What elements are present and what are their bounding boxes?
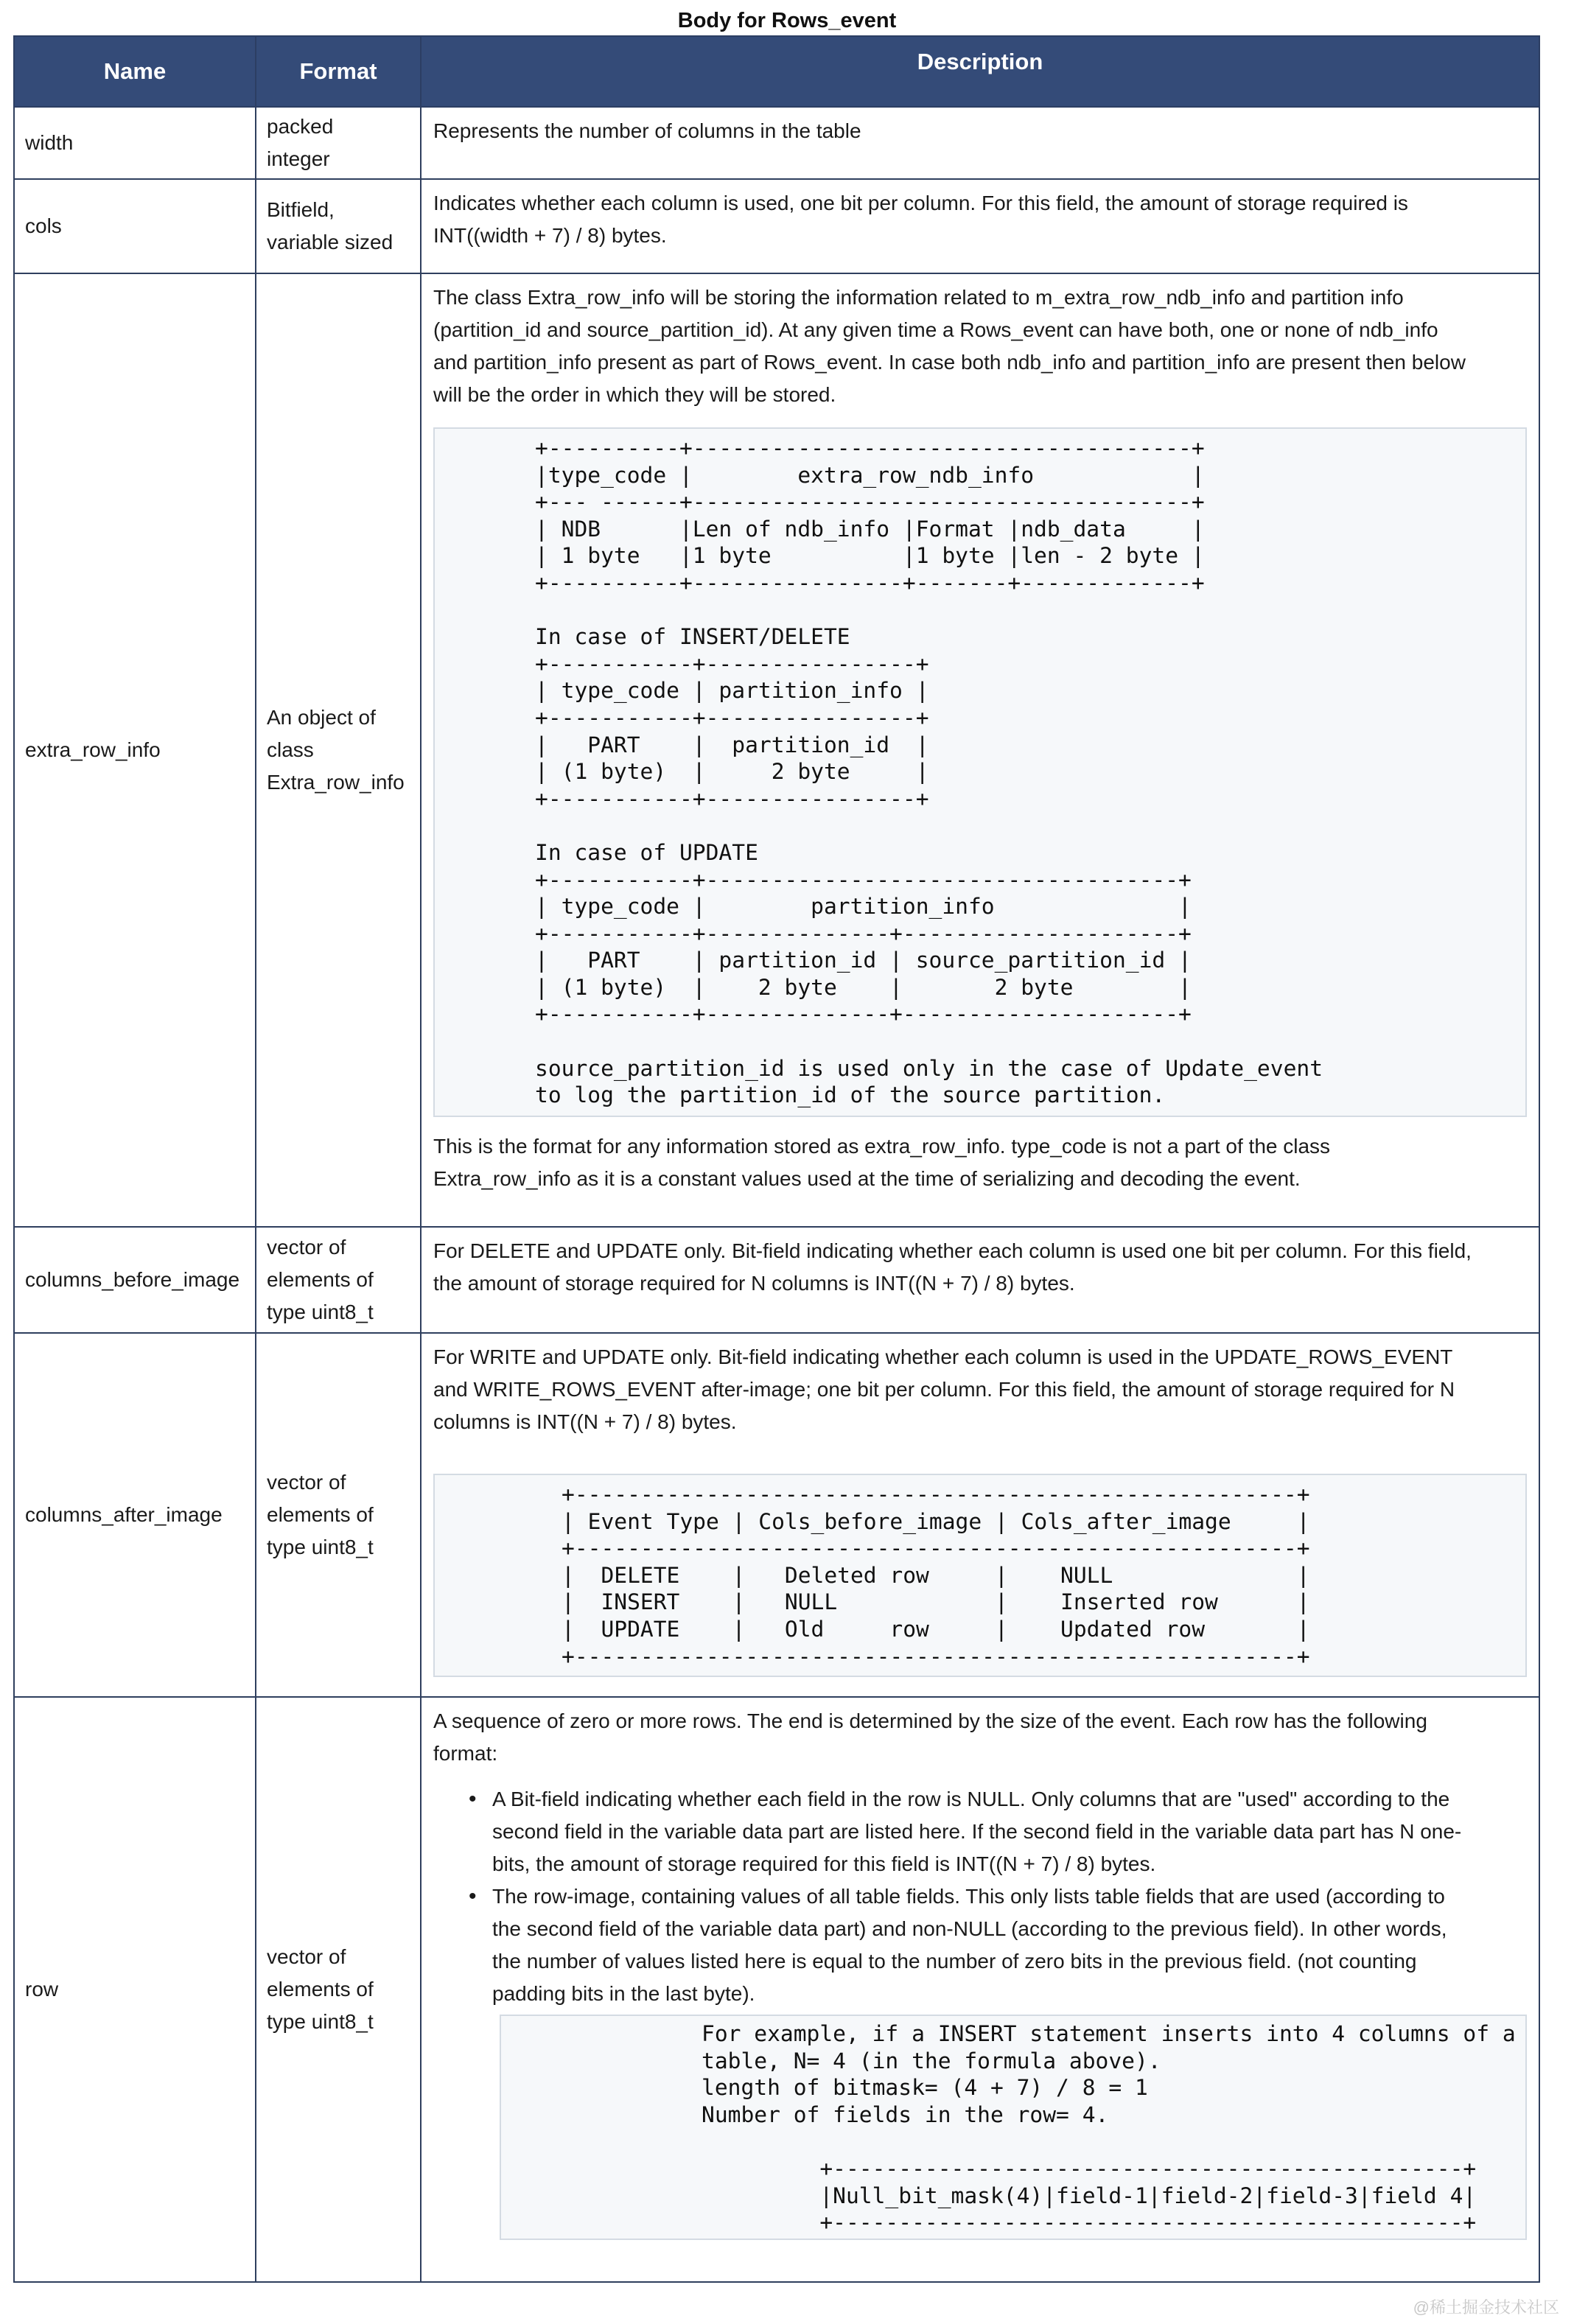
code-text: For example, if a INSERT statement inserts into 4 columns of a table, N= 4 (in the formula above). length of bitmask= (4 + 7) / 8 = 1 Number of fields in the row= 4. +------------------------------------------------+ |Null_bit_mask(4)|field-1|field-2|field-3|field 4| +------------------------------------------------+ — [702, 2021, 1516, 2236]
field-name: row — [14, 1697, 256, 2282]
code-text: +-------------------------------------------------------+ | Event Type | Cols_before_image | Cols_after_image | +-------------------------------------------------------+ | DELETE | Deleted row | NULL | | INSERT | NULL | Inserted row | | UPDATE | Old row | Updated row | +-------------------------------------------------------+ — [562, 1482, 1310, 1669]
table-row — [14, 107, 1539, 179]
field-format: packed integer — [256, 107, 421, 179]
field-name: width — [14, 107, 256, 179]
field-description: A sequence of zero or more rows. The end is determined by the size of the event. Each row has the following format: • A Bit-field indicating whether each field in the row is NULL. Only columns that are "used" according to the second field in the variable data part are listed here. If the second field in the variable data part has N one- bits, the amount of storage required for this field is INT((N + 7) / 8) bytes. • The row-image, containing values of all table fields. This only lists table fields that are used (according to the second field of the variable data part) and non-NULL (according to the previous field). In other words, the number of values listed here is equal to the number of zero bits in the previous field. (not counting padding bits in the last byte). For example, if a INSERT statement inserts into 4 columns of a table, N= 4 (in the formula above). length of bitmask= (4 + 7) / 8 = 1 Number of fields in the row= 4. +------------------------------------------------+ |Null_bit_mask(4)|field-1|field-2|field-3|field 4| +------------------------------------------------+ — [421, 1697, 1539, 2282]
field-format: Bitfield, variable sized — [256, 179, 421, 273]
field-description: The class Extra_row_info will be storing the information related to m_extra_row_ndb_info and partition info (partition_id and source_partition_id). At any given time a Rows_event can have both, one or none of ndb_info and partition_info present as part of Rows_event. In case both ndb_info and partition_info are present then below will be the order in which they will be stored. +----------+--------------------------------------+ |type_code | extra_row_ndb_info | +--- ------+--------------------------------------+ | NDB |Len of ndb_info |Format |ndb_data | | 1 byte |1 byte |1 byte |len - 2 byte | +----------+----------------+-------+-------------+ In case of INSERT/DELETE +-----------+----------------+ | type_code | partition_info | +-----------+----------------+ | PART | partition_id | | (1 byte) | 2 byte | +-----------+----------------+ In case of UPDATE +-----------+------------------------------------+ | type_code | partition_info | +-----------+--------------+---------------------+ | PART | partition_id | source_partition_id | | (1 byte) | 2 byte | 2 byte | +-----------+--------------+---------------------+ source_partition_id is used only in the case of Update_event to log the partition_id of the source partition. This is the format for any information stored as extra_row_info. type_code is not a part of the class Extra_row_info as it is a constant values used at the time of serializing and decoding the event. — [421, 273, 1539, 1227]
header-name: Name — [14, 36, 256, 107]
field-description: Represents the number of columns in the table — [421, 107, 1539, 179]
table-row — [14, 1227, 1539, 1333]
code-block — [500, 2015, 1527, 2240]
field-format: vector of elements of type uint8_t — [256, 1227, 421, 1333]
field-format: An object of class Extra_row_info — [256, 273, 421, 1227]
list-item: • A Bit-field indicating whether each field in the row is NULL. Only columns that are "used" according to the second field in the variable data part are listed here. If the second field in the variable data part has N one- bits, the amount of storage required for this field is INT((N + 7) / 8) bytes. — [469, 1783, 1527, 1880]
field-format: vector of elements of type uint8_t — [256, 1333, 421, 1697]
list-item: • The row-image, containing values of all table fields. This only lists table fields that are used (according to the second field of the variable data part) and non-NULL (according to the previous field). In other words, the number of values listed here is equal to the number of zero bits in the previous field. (not counting padding bits in the last byte). — [469, 1880, 1527, 2010]
table-row — [14, 1333, 1539, 1697]
field-description: Indicates whether each column is used, one bit per column. For this field, the amount of storage required is INT((width + 7) / 8) bytes. — [421, 179, 1539, 273]
watermark: @稀土掘金技术社区 — [1413, 2298, 1559, 2317]
code-block — [433, 427, 1527, 1117]
header-description: Description — [421, 36, 1539, 107]
table-row — [14, 1697, 1539, 2282]
code-block — [433, 1474, 1527, 1677]
field-name: cols — [14, 179, 256, 273]
field-description: For DELETE and UPDATE only. Bit-field indicating whether each column is used one bit per column. For this field, the amount of storage required for N columns is INT((N + 7) / 8) bytes. — [421, 1227, 1539, 1333]
rows-event-body-table — [13, 35, 1540, 2283]
field-name: extra_row_info — [14, 273, 256, 1227]
field-name: columns_after_image — [14, 1333, 256, 1697]
field-name: columns_before_image — [14, 1227, 256, 1333]
field-format: vector of elements of type uint8_t — [256, 1697, 421, 2282]
table-row — [14, 179, 1539, 273]
code-text: +----------+--------------------------------------+ |type_code | extra_row_ndb_info | +--- ------+--------------------------------------+ | NDB |Len of ndb_info |Format |ndb_data | | 1 byte |1 byte |1 byte |len - 2 byte | +----------+----------------+-------+-------------+ In case of INSERT/DELETE +-----------+----------------+ | type_code | partition_info | +-----------+----------------+ | PART | partition_id | | (1 byte) | 2 byte | +-----------+----------------+ In case of UPDATE +-----------+------------------------------------+ | type_code | partition_info | +-----------+--------------+---------------------+ | PART | partition_id | source_partition_id | | (1 byte) | 2 byte | 2 byte | +-----------+--------------+---------------------+ source_partition_id is used only in the case of Update_event to log the partition_id of the source partition. — [535, 435, 1323, 1108]
field-description: For WRITE and UPDATE only. Bit-field indicating whether each column is used in the UPDATE_ROWS_EVENT and WRITE_ROWS_EVENT after-image; one bit per column. For this field, the amount of storage required for N columns is INT((N + 7) / 8) bytes. +-------------------------------------------------------+ | Event Type | Cols_before_image | Cols_after_image | +-------------------------------------------------------+ | DELETE | Deleted row | NULL | | INSERT | NULL | Inserted row | | UPDATE | Old row | Updated row | +-------------------------------------------------------+ — [421, 1333, 1539, 1697]
table-row — [14, 273, 1539, 1227]
header-format: Format — [256, 36, 421, 107]
bullet-list — [469, 1783, 1527, 2010]
table-header-row — [14, 36, 1539, 107]
table-caption: Body for Rows_event — [677, 9, 897, 32]
